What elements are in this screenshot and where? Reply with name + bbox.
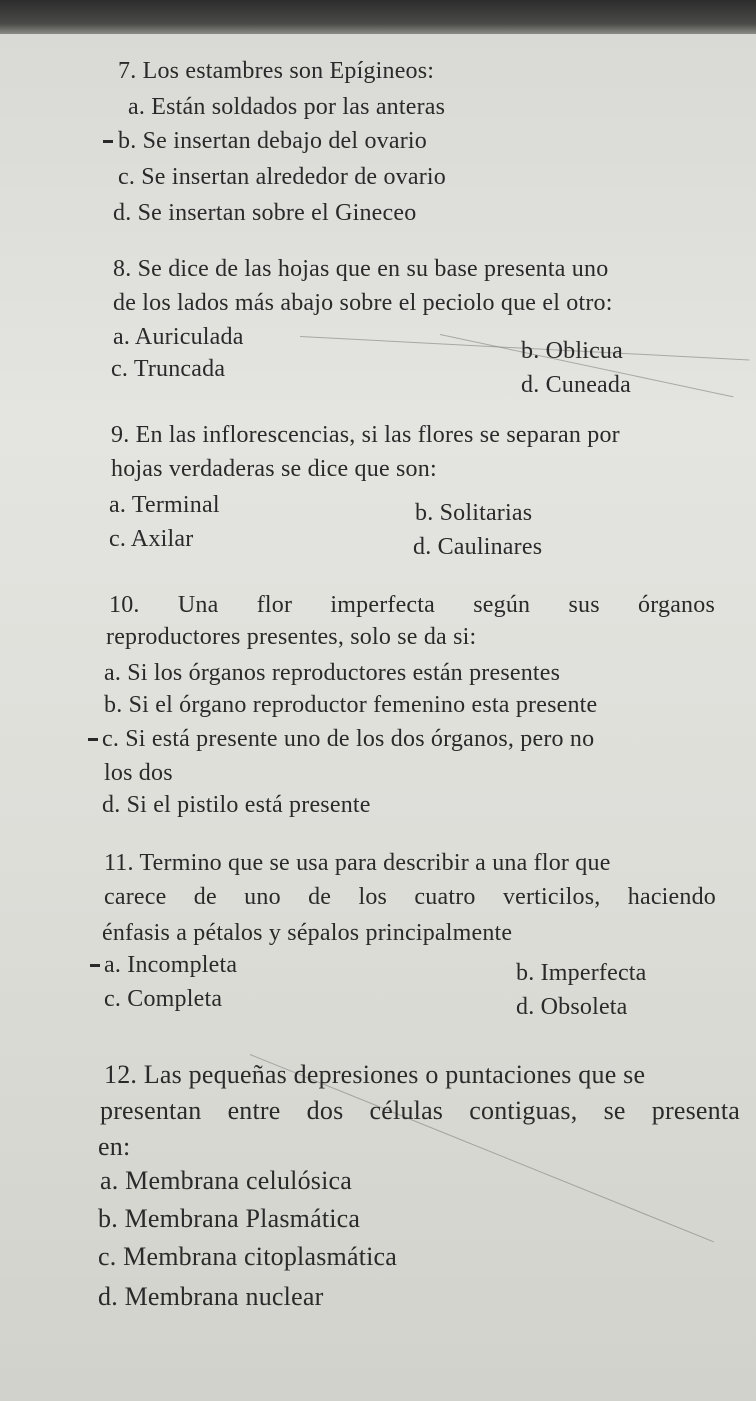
- q12-option-c: c. Membrana citoplasmática: [98, 1242, 398, 1271]
- question-9-stem-line-2: hojas verdaderas se dice que son:: [111, 456, 437, 482]
- q9-option-c: c. Axilar: [109, 526, 194, 552]
- q10-option-c: c. Si está presente uno de los dos órganos, pero no: [102, 726, 595, 752]
- q10-option-a: a. Si los órganos reproductores están presentes: [104, 660, 561, 686]
- q11-option-c: c. Completa: [104, 986, 223, 1012]
- q9-option-d: d. Caulinares: [413, 534, 543, 560]
- q10-option-b: b. Si el órgano reproductor femenino esta presente: [104, 692, 598, 718]
- q8-option-a: a. Auriculada: [113, 324, 244, 350]
- q7-option-b: b. Se insertan debajo del ovario: [118, 128, 427, 154]
- exam-sheet: [0, 34, 756, 1401]
- q7-option-d: d. Se insertan sobre el Gineceo: [113, 200, 417, 226]
- q11-option-a: a. Incompleta: [104, 952, 238, 978]
- q12-option-d: d. Membrana nuclear: [98, 1282, 324, 1311]
- question-12-stem-line-2: presentan entre dos células contiguas, se presenta: [100, 1096, 740, 1125]
- q11-option-b: b. Imperfecta: [516, 960, 647, 986]
- answer-mark: [90, 964, 100, 967]
- q7-option-c: c. Se insertan alrededor de ovario: [118, 164, 446, 190]
- question-11-stem-line-2: carece de uno de los cuatro verticilos, haciendo: [104, 884, 716, 910]
- dark-top-edge: [0, 0, 756, 34]
- q10-option-d: d. Si el pistilo está presente: [102, 792, 371, 818]
- q11-option-d: d. Obsoleta: [516, 994, 628, 1020]
- question-11-stem-line-1: 11. Termino que se usa para describir a una flor que: [104, 850, 611, 876]
- answer-mark: [88, 738, 98, 741]
- question-9-stem-line-1: 9. En las inflorescencias, si las flores se separan por: [111, 422, 620, 448]
- q7-option-a: a. Están soldados por las anteras: [128, 94, 446, 120]
- question-10-stem-line-1: 10. Una flor imperfecta según sus órganos: [109, 592, 715, 618]
- q8-option-d: d. Cuneada: [521, 372, 631, 398]
- question-8-stem-line-2: de los lados más abajo sobre el peciolo que el otro:: [113, 290, 613, 316]
- q9-option-b: b. Solitarias: [415, 500, 533, 526]
- q8-option-b: b. Oblicua: [521, 338, 623, 364]
- q12-option-a: a. Membrana celulósica: [100, 1166, 353, 1195]
- q12-option-b: b. Membrana Plasmática: [98, 1204, 361, 1233]
- question-10-stem-line-2: reproductores presentes, solo se da si:: [106, 624, 477, 650]
- q9-option-a: a. Terminal: [109, 492, 220, 518]
- question-8-stem-line-1: 8. Se dice de las hojas que en su base presenta uno: [113, 256, 609, 282]
- answer-mark: [103, 140, 113, 143]
- q8-option-c: c. Truncada: [111, 356, 226, 382]
- question-12-stem-line-3: en:: [98, 1132, 131, 1161]
- question-7-stem: 7. Los estambres son Epígineos:: [118, 58, 435, 84]
- q10-option-c-continued: los dos: [104, 760, 173, 786]
- question-11-stem-line-3: énfasis a pétalos y sépalos principalmente: [102, 920, 513, 946]
- question-12-stem-line-1: 12. Las pequeñas depresiones o puntaciones que se: [104, 1060, 646, 1089]
